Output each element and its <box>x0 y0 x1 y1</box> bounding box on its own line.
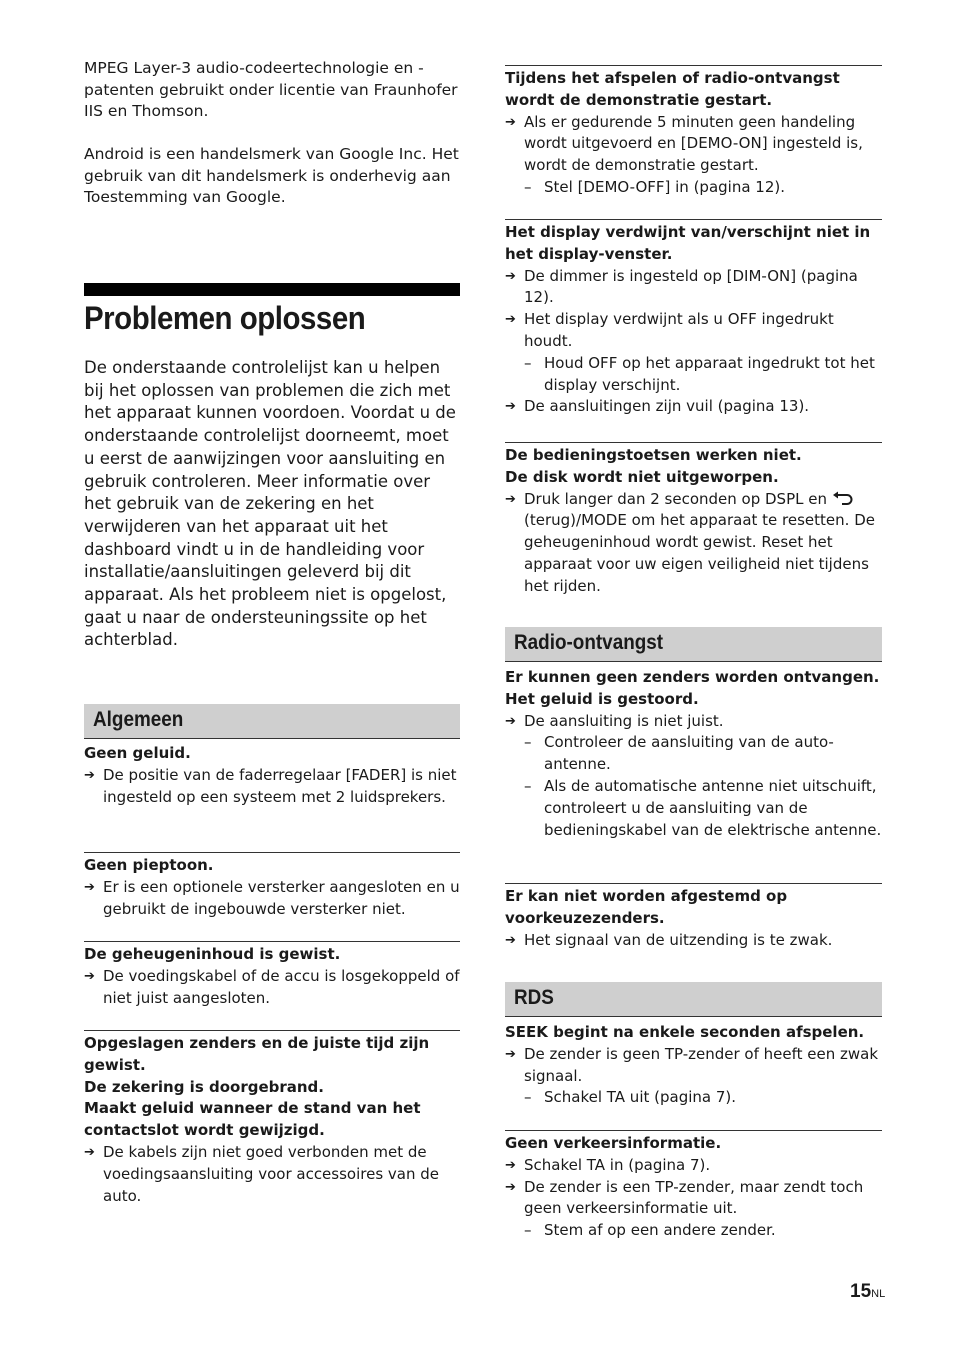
trouble-answer: ➔ Het display verdwijnt als u OFF ingedrukt houdt. <box>505 310 834 350</box>
trouble-answer: ➔ De zender is een TP-zender, maar zendt toch geen verkeersinformatie uit. <box>505 1177 864 1218</box>
dash-bullet: – <box>524 776 532 795</box>
page-title: Problemen oplossen <box>84 300 366 336</box>
arrow-right-icon: ➔ <box>505 312 516 328</box>
trouble-remedy: – Stem af op een andere zender. <box>505 1220 882 1242</box>
arrow-right-icon: ➔ <box>505 399 516 415</box>
trouble-answer: ➔ Er is een optionele versterker aangesloten en u gebruikt de ingebouwde versterker niet. <box>84 877 460 918</box>
arrow-right-icon: ➔ <box>505 491 516 507</box>
section-heading-label: Radio-ontvangst <box>514 631 664 654</box>
arrow-right-icon: ➔ <box>505 268 516 284</box>
trouble-question: Het geluid is gestoord. <box>505 689 699 708</box>
arrow-right-icon: ➔ <box>505 1157 516 1173</box>
trouble-question: Maakt geluid wanneer de stand van het contactslot wordt gewijzigd. <box>84 1099 421 1140</box>
dash-bullet: – <box>524 1221 532 1240</box>
trouble-item-display <box>505 219 882 418</box>
trouble-remedy: – Als de automatische antenne niet uitschuift, controleert u de aansluiting van de bedieningskabel van de elektrische antenne. <box>524 776 882 839</box>
trouble-answer: ➔ De zender is geen TP-zender of heeft een zwak signaal. <box>505 1044 879 1085</box>
trouble-item-radio-reception <box>505 667 882 841</box>
trouble-question: De geheugeninhoud is gewist. <box>84 945 341 963</box>
trouble-item-buttons <box>505 442 882 598</box>
trouble-question: De disk wordt niet uitgeworpen. <box>505 467 779 486</box>
trouble-answer: ➔ De voedingskabel of de accu is losgekoppeld of niet juist aangesloten. <box>84 966 460 1007</box>
trouble-remedy: – Houd OFF op het apparaat ingedrukt tot het display verschijnt. <box>524 353 875 394</box>
intro-text: De onderstaande controlelijst kan u helpen bij het oplossen van problemen die zich met het apparaat kunnen voordoen. Voordat u de onderstaande controlelijst doorneemt, moet u eerst de aanwijzingen voor aansluiting en gebruik controleren. Meer informatie over het gebruik van de zekering en het verwijderen van het apparaat uit het dashboard vindt u in de handleiding voor installatie/aansluitingen geleverd bij dit apparaat. Als het probleem niet is opgelost, gaat u naar de ondersteuningssite op het achterblad. <box>84 358 456 650</box>
section-heading-label: RDS <box>514 986 554 1009</box>
trouble-answer: ➔ Het signaal van de uitzending is te zwak. <box>505 930 882 952</box>
trouble-answer: ➔ Schakel TA in (pagina 7). <box>505 1155 882 1177</box>
trouble-item-seek <box>505 1022 882 1109</box>
title-bar <box>84 283 460 296</box>
arrow-right-icon: ➔ <box>84 767 95 783</box>
trouble-answer: ➔ De positie van de faderregelaar [FADER] is niet ingesteld op een systeem met 2 luidsprekers. <box>84 765 457 806</box>
trouble-answer: ➔ Druk langer dan 2 seconden op DSPL en (terug)/MODE om het apparaat te resetten. De geheugeninhoud wordt gewist. Reset het apparaat voor uw eigen veiligheid niet tijdens het rijden. <box>505 489 875 595</box>
dash-bullet: – <box>524 1088 532 1107</box>
arrow-right-icon: ➔ <box>84 879 95 895</box>
section-heading-label: Algemeen <box>93 708 184 731</box>
trouble-item <box>84 1030 460 1207</box>
dash-bullet: – <box>524 733 532 752</box>
mp3-license-note: MPEG Layer-3 audio-codeertechnologie en -patenten gebruikt onder licentie van Fraunhofer IIS en Thomson. <box>84 59 458 121</box>
arrow-right-icon: ➔ <box>84 1144 95 1160</box>
trouble-question: Geen verkeersinformatie. <box>505 1134 722 1152</box>
back-arrow-icon <box>832 490 854 506</box>
trouble-remedy: – Stel [DEMO-OFF] in (pagina 12). <box>505 177 882 199</box>
trouble-question: De bedieningstoetsen werken niet. <box>505 446 802 464</box>
trouble-item <box>84 743 460 808</box>
trouble-remedy: – Controleer de aansluiting van de auto-antenne. <box>524 733 834 774</box>
trouble-item-traffic <box>505 1130 882 1242</box>
trouble-question: Tijdens het afspelen of radio-ontvangst wordt de demonstratie gestart. <box>505 69 840 109</box>
trouble-question: Geen pieptoon. <box>84 856 214 874</box>
trouble-question: Het display verdwijnt van/verschijnt niet in het display-venster. <box>505 223 871 263</box>
trouble-answer: ➔ De dimmer is ingesteld op [DIM-ON] (pagina 12). <box>505 266 858 307</box>
arrow-right-icon: ➔ <box>505 1046 516 1062</box>
arrow-right-icon: ➔ <box>505 1179 516 1195</box>
dash-bullet: – <box>524 353 532 372</box>
trouble-question: Geen geluid. <box>84 744 191 762</box>
trouble-item <box>84 852 460 920</box>
trouble-question: Er kan niet worden afgestemd op voorkeuzezenders. <box>505 887 788 927</box>
arrow-right-icon: ➔ <box>505 932 516 948</box>
trouble-remedy: – Schakel TA uit (pagina 7). <box>505 1087 882 1109</box>
page-number-value: 15 <box>850 1281 872 1302</box>
trouble-question: Er kunnen geen zenders worden ontvangen. <box>505 668 880 686</box>
arrow-right-icon: ➔ <box>505 713 516 729</box>
arrow-right-icon: ➔ <box>505 114 516 130</box>
trouble-answer: ➔ De aansluitingen zijn vuil (pagina 13). <box>505 396 882 418</box>
section-heading-algemeen <box>84 704 460 739</box>
android-trademark-note: Android is een handelsmerk van Google Inc. Het gebruik van dit handelsmerk is onderhevig aan Toestemming van Google. <box>84 145 459 207</box>
trouble-answer: ➔ Als er gedurende 5 minuten geen handeling wordt uitgevoerd en [DEMO-ON] ingesteld is, wordt de demonstratie gestart. <box>505 112 863 175</box>
trouble-question: Opgeslagen zenders en de juiste tijd zijn gewist. <box>84 1034 430 1074</box>
trouble-question: SEEK begint na enkele seconden afspelen. <box>505 1023 865 1041</box>
trouble-answer: ➔ De aansluiting is niet juist. <box>505 711 882 733</box>
trouble-answer: ➔ De kabels zijn niet goed verbonden met de voedingsaansluiting voor accessoires van de auto. <box>84 1142 440 1205</box>
trouble-question: De zekering is doorgebrand. <box>84 1077 324 1096</box>
trouble-item-demo <box>505 65 882 199</box>
arrow-right-icon: ➔ <box>84 968 95 984</box>
section-heading-radio <box>505 627 882 662</box>
dash-bullet: – <box>524 177 532 196</box>
section-heading-rds <box>505 982 882 1017</box>
trouble-item <box>84 941 460 1009</box>
page-language-code: NL <box>871 1288 886 1300</box>
trouble-item-presets <box>505 883 882 951</box>
page-number <box>850 1281 885 1303</box>
